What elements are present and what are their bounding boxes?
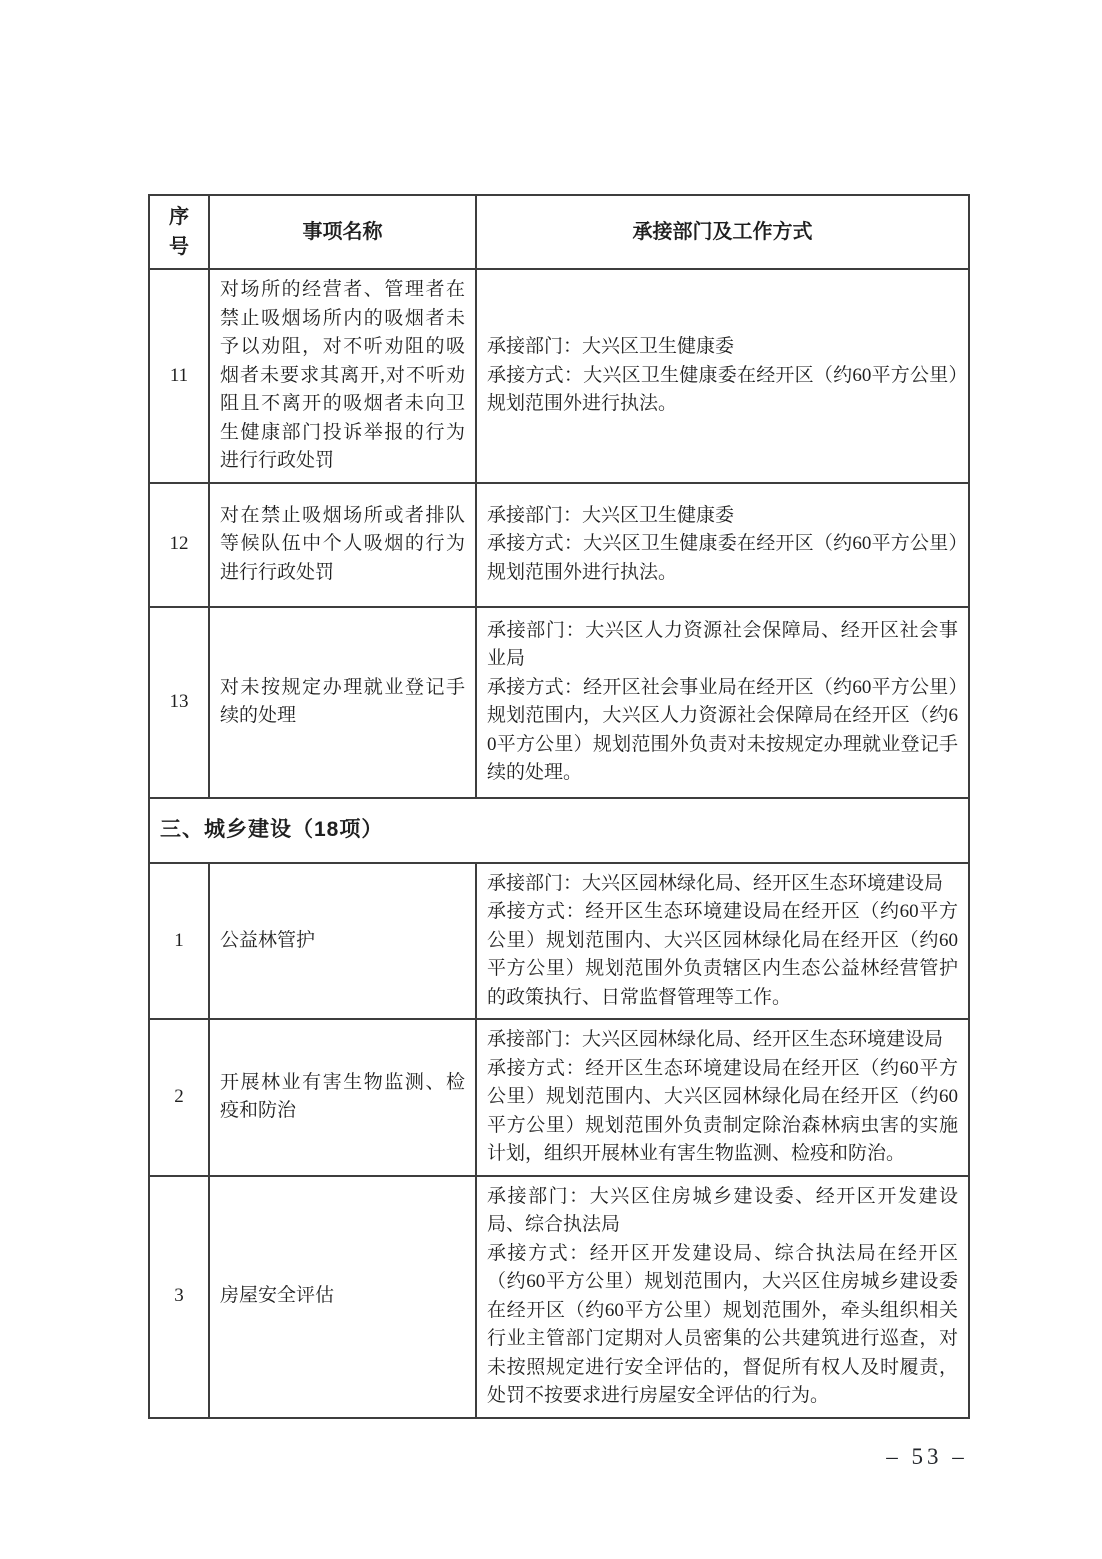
header-serial-number: 序号 <box>149 195 209 269</box>
table-row <box>149 1019 969 1176</box>
item-name: 对未按规定办理就业登记手续的处理 <box>209 607 476 798</box>
detail-paragraph: 承接部门：大兴区住房城乡建设委、经开区开发建设局、综合执法局 <box>487 1185 958 1235</box>
table-row <box>149 269 969 483</box>
header-item-name: 事项名称 <box>209 195 476 269</box>
row-number: 1 <box>149 863 209 1020</box>
section-title: 三、城乡建设（18项） <box>149 798 969 863</box>
item-name: 开展林业有害生物监测、检疫和防治 <box>209 1019 476 1176</box>
detail-paragraph: 承接部门：大兴区卫生健康委 <box>487 336 735 357</box>
table-body <box>149 269 969 1418</box>
header-department-method: 承接部门及工作方式 <box>476 195 969 269</box>
detail-paragraph: 承接方式：大兴区卫生健康委在经开区（约60平方公里）规划范围外进行执法。 <box>487 364 958 414</box>
items-table <box>148 194 970 1419</box>
page-number: – 53 – <box>886 1444 968 1469</box>
item-name: 公益林管护 <box>209 863 476 1020</box>
item-name: 对场所的经营者、管理者在禁止吸烟场所内的吸烟者未予以劝阻，对不听劝阻的吸烟者未要求其离开,对不听劝阻且不离开的吸烟者未向卫生健康部门投诉举报的行为进行行政处罚 <box>209 269 476 483</box>
table-row <box>149 607 969 798</box>
table-row <box>149 1176 969 1418</box>
detail-cell <box>476 863 969 1020</box>
detail-cell <box>476 483 969 607</box>
detail-cell <box>476 1176 969 1418</box>
item-name: 对在禁止吸烟场所或者排队等候队伍中个人吸烟的行为进行行政处罚 <box>209 483 476 607</box>
table-header <box>149 195 969 269</box>
detail-paragraph: 承接方式：经开区生态环境建设局在经开区（约60平方公里）规划范围内、大兴区园林绿化局在经开区（约60平方公里）规划范围外负责辖区内生态公益林经营管护的政策执行、日常监督管理等工作。 <box>487 901 958 1008</box>
detail-paragraph: 承接部门：大兴区园林绿化局、经开区生态环境建设局 <box>487 872 944 894</box>
row-number: 3 <box>149 1176 209 1418</box>
row-number: 12 <box>149 483 209 607</box>
row-number: 13 <box>149 607 209 798</box>
detail-paragraph: 承接方式：经开区生态环境建设局在经开区（约60平方公里）规划范围内、大兴区园林绿化局在经开区（约60平方公里）规划范围外负责制定除治森林病虫害的实施计划，组织开展林业有害生物监测、检疫和防治。 <box>487 1057 958 1164</box>
detail-paragraph: 承接部门：大兴区卫生健康委 <box>487 504 735 526</box>
detail-paragraph: 承接部门：大兴区园林绿化局、经开区生态环境建设局 <box>487 1029 944 1050</box>
table-row <box>149 863 969 1020</box>
detail-paragraph: 承接部门：大兴区人力资源社会保障局、经开区社会事业局 <box>487 619 958 669</box>
detail-cell <box>476 607 969 798</box>
table-row <box>149 483 969 607</box>
row-number: 2 <box>149 1019 209 1176</box>
section-row <box>149 798 969 863</box>
row-number: 11 <box>149 269 209 483</box>
detail-cell <box>476 269 969 483</box>
detail-cell <box>476 1019 969 1176</box>
header-row <box>149 195 969 269</box>
item-name: 房屋安全评估 <box>209 1176 476 1418</box>
detail-paragraph: 承接方式：经开区社会事业局在经开区（约60平方公里）规划范围内，大兴区人力资源社会保障局在经开区（约60平方公里）规划范围外负责对未按规定办理就业登记手续的处理。 <box>487 676 958 783</box>
detail-paragraph: 承接方式：大兴区卫生健康委在经开区（约60平方公里）规划范围外进行执法。 <box>487 533 958 583</box>
detail-paragraph: 承接方式：经开区开发建设局、综合执法局在经开区（约60平方公里）规划范围内，大兴区住房城乡建设委在经开区（约60平方公里）规划范围外，牵头组织相关行业主管部门定期对人员密集的公共建筑进行巡查，对未按照规定进行安全评估的，督促所有权人及时履责，处罚不按要求进行房屋安全评估的行为。 <box>487 1242 958 1406</box>
